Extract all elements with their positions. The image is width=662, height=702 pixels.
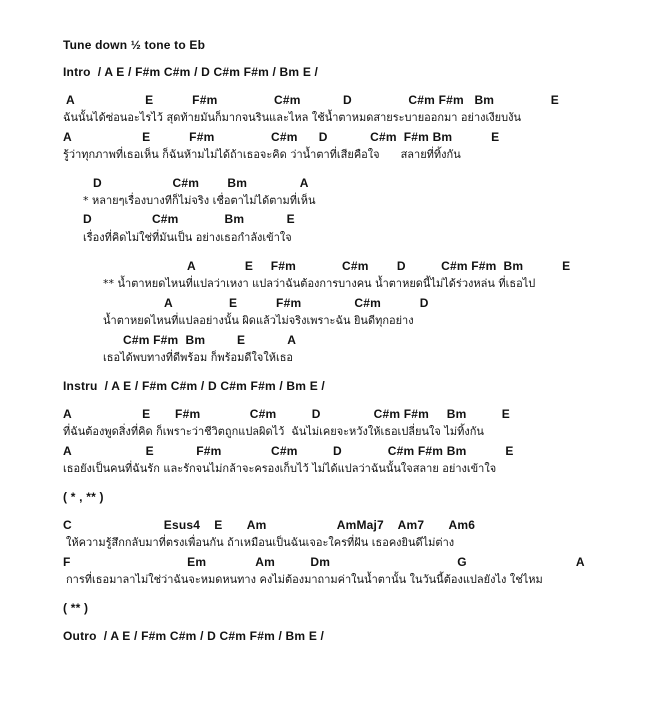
- lyric-line: เรื่องที่คิดไม่ใช่ที่มันเป็น อย่างเธอกำลังเข้าใจ: [83, 231, 292, 244]
- chord-line: C Esus4 E Am AmMaj7 Am7 Am6: [63, 518, 476, 532]
- outro-line: Outro / A E / F#m C#m / D C#m F#m / Bm E /: [63, 629, 325, 643]
- intro-line: Intro / A E / F#m C#m / D C#m F#m / Bm E /: [63, 65, 319, 79]
- chord-line: A E F#m C#m D C#m F#m Bm E: [187, 259, 571, 273]
- chord-line: A E F#m C#m D C#m F#m Bm E: [66, 93, 559, 107]
- lyric-line: ให้ความรู้สึกกลับมาที่ตรงเพื่อนกัน ถ้าเหมือนเป็นฉันเจอะใครที่ฝัน เธอคงยินดีไม่ต่าง: [66, 536, 455, 549]
- lyric-line: น้ำตาหยดไหนที่แปลอย่างนั้น ผิดแล้วไม่จริงเพราะฉัน ยินดีทุกอย่าง: [103, 314, 414, 327]
- chord-line: A E F#m C#m D C#m F#m Bm E: [63, 407, 510, 421]
- tuning-line: Tune down ½ tone to Eb: [63, 38, 206, 52]
- lyric-line: เธอยังเป็นคนที่ฉันรัก และรักจนไม่กล้าจะครองเก็บไว้ ไม่ได้แปลว่าฉันนั้นใจสลาย อย่างเข้าใจ: [63, 462, 497, 475]
- chord-line: A E F#m C#m D: [164, 296, 429, 310]
- lyric-line: * หลายๆเรื่องบางทีก็ไม่จริง เชื่อตาไม่ได้ตามที่เห็น: [83, 194, 316, 207]
- lyric-line: การที่เธอมาลาไม่ใช่ว่าฉันจะหมดหนทาง คงไม่ต้องมาถามค่าในน้ำตานั้น ในวันนี้ต้องแปลยังไง ใช่ไหม: [66, 573, 543, 586]
- lyric-line: เธอได้พบทางที่ดีพร้อม ก็พร้อมดีใจให้เธอ: [103, 351, 294, 364]
- chord-line: D C#m Bm E: [83, 212, 295, 226]
- chord-line: F Em Am Dm G A: [63, 555, 585, 569]
- repeat-marker: ( * , ** ): [63, 490, 104, 504]
- chord-line: C#m F#m Bm E A: [123, 333, 297, 347]
- chord-line: A E F#m C#m D C#m F#m Bm E: [63, 130, 500, 144]
- chord-line: D C#m Bm A: [93, 176, 309, 190]
- instru-line: Instru / A E / F#m C#m / D C#m F#m / Bm E /: [63, 379, 325, 393]
- lyric-line: รู้ว่าทุกภาพที่เธอเห็น ก็ฉันห้ามไม่ได้ถ้าเธอจะคิด ว่าน้ำตาที่เสียคือใจ สลายที่ทิ้งกัน: [63, 148, 461, 161]
- lyric-line: ฉันนั้นได้ซ่อนอะไรไว้ สุดท้ายมันก็มากจนรินและไหล ใช้น้ำตาหมดสายระบายออกมา อย่างเงียบงัน: [63, 111, 521, 124]
- repeat-marker: ( ** ): [63, 601, 89, 615]
- chord-line: A E F#m C#m D C#m F#m Bm E: [63, 444, 514, 458]
- lyric-line: ที่ฉันต้องพูดสิ่งที่คิด ก็เพราะว่าชีวิตถูกแปลผิดไว้ ฉันไม่เคยจะหวังให้เธอเปลี่ยนใจ ไม่ทิ้งกัน: [63, 425, 484, 438]
- lyric-line: ** น้ำตาหยดไหนที่แปลว่าเหงา แปลว่าฉันต้องการบางคน น้ำตาหยดนี้ไม่ได้ร่วงหล่น ที่เธอไป: [103, 277, 536, 290]
